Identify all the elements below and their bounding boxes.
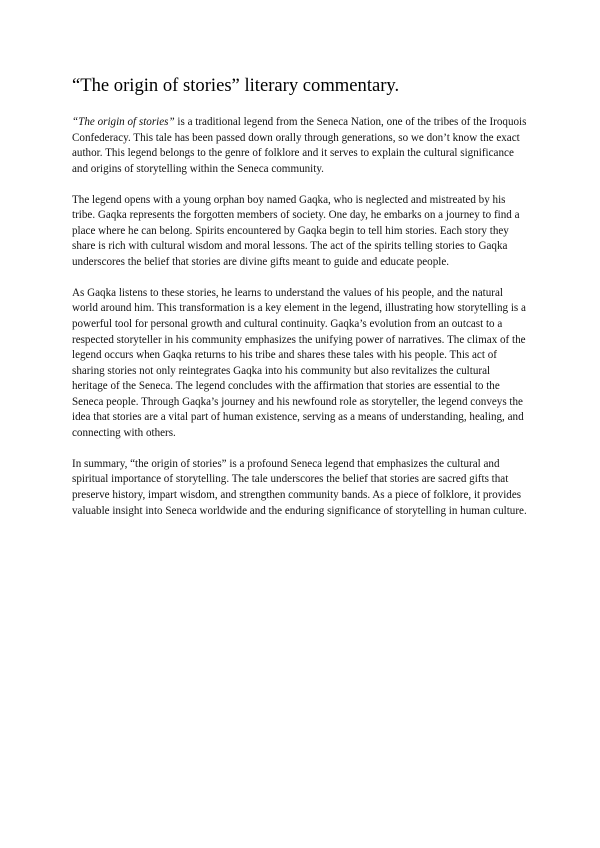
paragraph-intro [72, 115, 528, 177]
document-title: “The origin of stories” literary commentary. [72, 75, 400, 96]
paragraph-text: The legend opens with a young orphan boy named Gaqka, who is neglected and mistreated by his tribe. Gaqka represents the forgotten members of society. One day, he embarks on a journey to find a place where he can belong. Spirits encountered by Gaqka begin to tell him stories. Each story they share is rich with cultural wisdom and moral lessons. The act of the spirits telling stories to Gaqka underscores the belief that stories are divine gifts meant to guide and educate people. [72, 193, 520, 268]
paragraph-summary [72, 457, 528, 519]
paragraph-text: is a traditional legend from the Seneca Nation, one of the tribes of the Iroquois Confederacy. This tale has been passed down orally through generations, so we don’t know the exact author. This legend belongs to the genre of folklore and it serves to explain the cultural significance and origins of storytelling within the Seneca community. [72, 116, 527, 175]
story-title-italic: “The origin of stories” [72, 116, 175, 128]
paragraph-plot-opening [72, 193, 528, 271]
paragraph-text: In summary, “the origin of stories” is a profound Seneca legend that emphasizes the cultural and spiritual importance of storytelling. The tale underscores the belief that stories are sacred gifts that preserve history, impart wisdom, and strengthen community bands. As a piece of folklore, it provides valuable insight into Seneca worldwide and the enduring significance of storytelling in human culture. [72, 457, 527, 517]
paragraph-transformation [72, 286, 528, 441]
document-page [72, 74, 528, 535]
paragraph-text: As Gaqka listens to these stories, he learns to understand the values of his people, and the natural world around him. This transformation is a key element in the legend, illustrating how storytelling is a powerful tool for personal growth and cultural continuity. Gaqka’s evolution from an outcast to a respected storyteller in his community emphasizes the unifying power of narratives. The climax of the legend occurs when Gaqka returns to his tribe and shares these tales with his people. This act of sharing stories not only reintegrates Gaqka into his community but also revitalizes the cultural heritage of the Seneca. The legend concludes with the affirmation that stories are essential to the Seneca people. Through Gaqka’s journey and his newfound role as storyteller, the legend conveys the idea that stories are a vital part of human existence, serving as a means of understanding, healing, and connecting with others. [72, 286, 526, 439]
